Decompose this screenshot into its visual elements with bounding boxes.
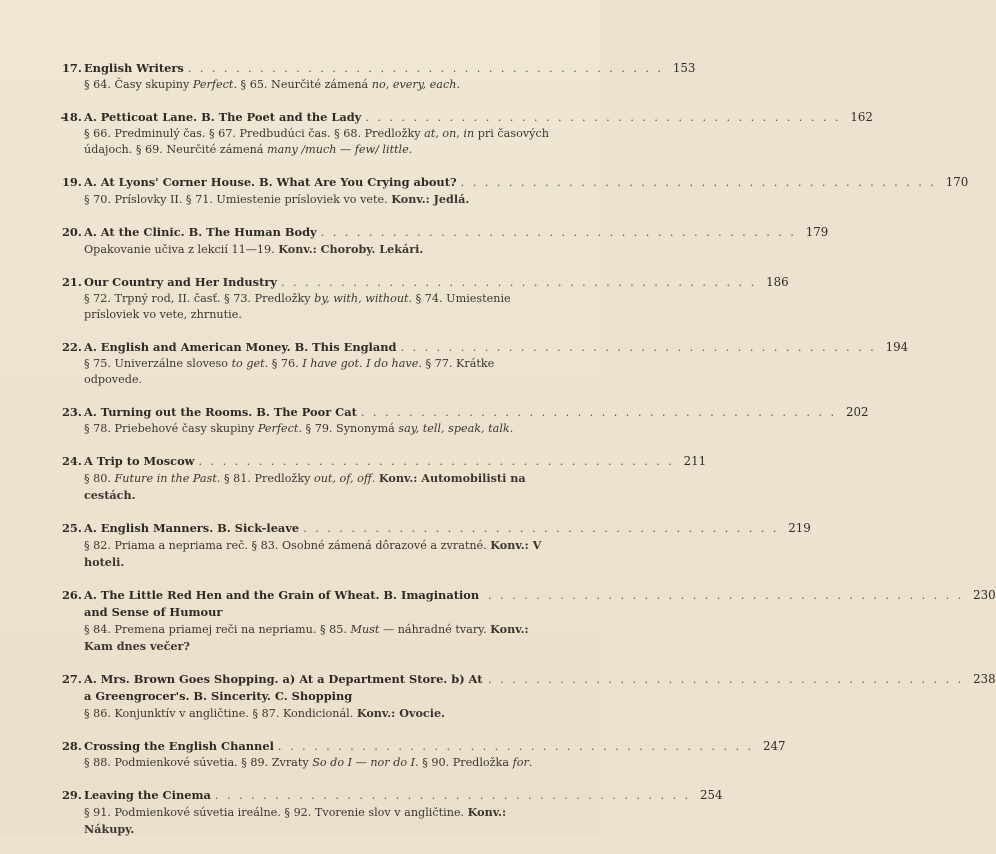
description-text: § 70. Príslovky II. § 71. Umiestenie prísloviek vo vete. [84,193,392,206]
lesson-number: 18. [62,110,82,124]
dot-leader: . . . . . . . . . . . . . . . . . . . . . . . . . . . . . . . . . . . . . . . . [187,61,664,75]
page-number: 238 [973,672,996,686]
dot-leader: . . . . . . . . . . . . . . . . . . . . . . . . . . . . . . . . . . . . . . . . [365,110,841,124]
lesson-description [84,621,550,655]
toc-entry [62,174,969,208]
dot-leader: . . . . . . . . . . . . . . . . . . . . . . . . . . . . . . . . . . . . . . . . [214,788,691,802]
dot-leader: . . . . . . . . . . . . . . . . . . . . . . . . . . . . . . . . . . . . . . . . [277,739,754,753]
toc-entry [62,109,873,158]
lesson-description [84,191,550,208]
conversation-topic: Konv.: V hoteli. [84,538,542,569]
page-number: 202 [846,405,869,419]
description-text: — náhradné tvary. [379,623,491,636]
lesson-number: 21. [62,275,82,289]
lesson-description [84,755,550,771]
page-number: 219 [788,521,811,535]
toc-entry-heading [62,587,996,621]
description-text: § 66. Predminulý čas. § 67. Predbudúci čas. § 68. Predložky [84,127,425,140]
lesson-description [84,537,550,571]
conversation-topic: Konv.: Kam dnes večer? [84,622,529,653]
description-text: § 75. Univerzálne sloveso [84,357,232,370]
lesson-number: 29. [62,788,82,802]
description-text: § 86. Konjunktív v angličtine. § 87. Kondicionál. [84,707,357,720]
toc-entry [62,274,789,323]
description-text: out, of, off [313,472,372,485]
description-text: . § 76. [264,357,303,370]
description-text: § 80. [84,472,115,485]
lesson-title: A. Petticoat Lane. B. The Poet and the Lady [84,110,362,124]
dot-leader: . . . . . . . . . . . . . . . . . . . . . . . . . . . . . . . . . . . . . . . . [198,454,675,468]
lesson-title: A. The Little Red Hen and the Grain of Wheat. B. Imagination and Sense of Humour [84,588,480,619]
toc-entry [62,587,996,655]
description-text: § 82. Priama a nepriama reč. § 83. Osobné zámená dôrazové a zvratné. [84,539,491,552]
description-text: many /much — few/ little [267,143,409,156]
lesson-title: A. English Manners. B. Sick-leave [84,521,300,535]
description-text: § 84. Premena priamej reči na nepriamu. § 85. [84,623,351,636]
toc-entry-heading [62,224,829,241]
toc-entry-heading [62,274,789,291]
description-text: say, tell, speak, talk [398,422,510,435]
lesson-number: 23. [62,405,82,419]
lesson-title: A. At Lyons' Corner House. B. What Are You Crying about? [84,175,457,189]
toc-entry-heading [62,671,996,705]
description-text: Perfect [192,78,234,91]
lesson-number: 28. [62,739,82,753]
lesson-number: 17. [62,61,82,75]
lesson-description [84,421,550,437]
toc-entry-heading [62,453,707,470]
toc-entry-heading [62,404,869,421]
description-text: pri časových údajoch. § 69. Neurčité zámená [84,127,549,156]
lesson-description [84,126,550,158]
toc-entry [62,404,869,437]
lesson-description [84,291,550,323]
description-text: . § 74. Umiestenie prísloviek vo vete, zhrnutie. [84,292,511,321]
toc-entry-heading [62,109,873,126]
lesson-description [84,470,550,504]
description-text: § 91. Podmienkové súvetia ireálne. § 92. Tvorenie slov v angličtine. [84,806,468,819]
description-text: . [509,422,514,435]
dot-leader: . . . . . . . . . . . . . . . . . . . . . . . . . . . . . . . . . . . . . . . . [360,405,837,419]
dot-leader: . . . . . . . . . . . . . . . . . . . . . . . . . . . . . . . . . . . . . . . . [280,275,757,289]
description-text: Future in the Past [114,472,217,485]
conversation-topic: Konv.: Nákupy. [84,805,507,836]
dot-leader: . . . . . . . . . . . . . . . . . . . . . . . . . . . . . . . . . . . . . . . . [488,672,964,686]
lesson-number: 20. [62,225,82,239]
page-number: 162 [850,110,873,124]
description-text: . § 81. Predložky [216,472,314,485]
page-number: 254 [700,788,723,802]
lesson-title: A. Mrs. Brown Goes Shopping. a) At a Department Store. b) At a Greengrocer's. B. Sincerity. C. Shopping [84,672,483,703]
lesson-number: 27. [62,672,82,686]
lesson-description [84,77,550,93]
lesson-number: 22. [62,340,82,354]
toc-entry [62,60,696,93]
description-text: . [528,756,533,769]
description-text: Perfect [257,422,299,435]
description-text: . [408,143,413,156]
description-text: . § 65. Neurčité zámená [233,78,372,91]
description-text: no, every, each [371,78,457,91]
description-text: § 72. Trpný rod, II. časť. § 73. Predložky [84,292,315,305]
page-number: 211 [683,454,707,468]
page-number: 194 [885,340,909,354]
lesson-title: A. English and American Money. B. This England [84,340,397,354]
description-text: § 88. Podmienkové súvetia. § 89. Zvraty [84,756,313,769]
lesson-title: A. Turning out the Rooms. B. The Poor Cat [84,405,357,419]
page-number: 247 [763,739,786,753]
dot-leader: . . . . . . . . . . . . . . . . . . . . . . . . . . . . . . . . . . . . . . . . [400,340,877,354]
toc-entry [62,520,811,571]
description-text: . § 77. Krátke odpovede. [84,357,495,386]
description-text: to get [231,357,265,370]
lesson-description [84,241,550,258]
lesson-description [84,356,550,388]
lesson-title: A. At the Clinic. B. The Human Body [84,225,317,239]
table-of-contents [62,60,996,854]
page-number: 170 [945,175,969,189]
lesson-number: 26. [62,588,82,602]
lesson-title: Crossing the English Channel [84,739,274,753]
toc-entry-heading [62,520,811,537]
description-text: for [512,756,529,769]
dot-leader: . . . . . . . . . . . . . . . . . . . . . . . . . . . . . . . . . . . . . . . . [460,175,937,189]
toc-entry-heading [62,60,696,77]
description-text: I have got. I do have [302,357,419,370]
toc-entry [62,224,829,258]
description-text: by, with, without [314,292,409,305]
toc-entry-heading [62,339,909,356]
lesson-description [84,705,550,722]
description-text: Opakovanie učiva z lekcií 11—19. [84,243,279,256]
toc-entry [62,671,996,722]
lesson-title: Leaving the Cinema [84,788,211,802]
description-text: § 78. Priebehové časy skupiny [84,422,258,435]
description-text: at, on, in [424,127,475,140]
conversation-topic: Konv.: Automobilisti na cestách. [84,471,526,502]
description-text: . [371,472,379,485]
toc-entry-heading [62,174,969,191]
toc-entry [62,787,723,838]
description-text: § 64. Časy skupiny [84,78,193,91]
description-text: . [456,78,460,91]
lesson-number: 19. [62,175,82,189]
dot-leader: . . . . . . . . . . . . . . . . . . . . . . . . . . . . . . . . . . . . . . . . [320,225,797,239]
description-text: Must [350,623,380,636]
toc-entry-heading [62,787,723,804]
toc-entry [62,738,786,771]
description-text: . § 90. Predložka [415,756,513,769]
page-number: 186 [766,275,789,289]
page-number: 230 [973,588,996,602]
toc-entry [62,339,909,388]
description-text: So do I — nor do I [312,756,416,769]
lesson-description [84,804,550,838]
lesson-title: A Trip to Moscow [84,454,195,468]
conversation-topic: Konv.: Jedlá. [391,192,470,206]
page-number: 153 [672,61,696,75]
lesson-title: Our Country and Her Industry [84,275,277,289]
description-text: . § 79. Synonymá [298,422,399,435]
dot-leader: . . . . . . . . . . . . . . . . . . . . . . . . . . . . . . . . . . . . . . . . [303,521,779,535]
lesson-number: 24. [62,454,82,468]
lesson-number: 25. [62,521,82,535]
toc-entry-heading [62,738,786,755]
lesson-title: English Writers [84,61,184,75]
page-number: 179 [805,225,829,239]
toc-entry [62,453,707,504]
conversation-topic: Konv.: Choroby. Lekári. [278,242,424,256]
conversation-topic: Konv.: Ovocie. [356,706,445,720]
dot-leader: . . . . . . . . . . . . . . . . . . . . . . . . . . . . . . . . . . . . . . . . [488,588,964,602]
